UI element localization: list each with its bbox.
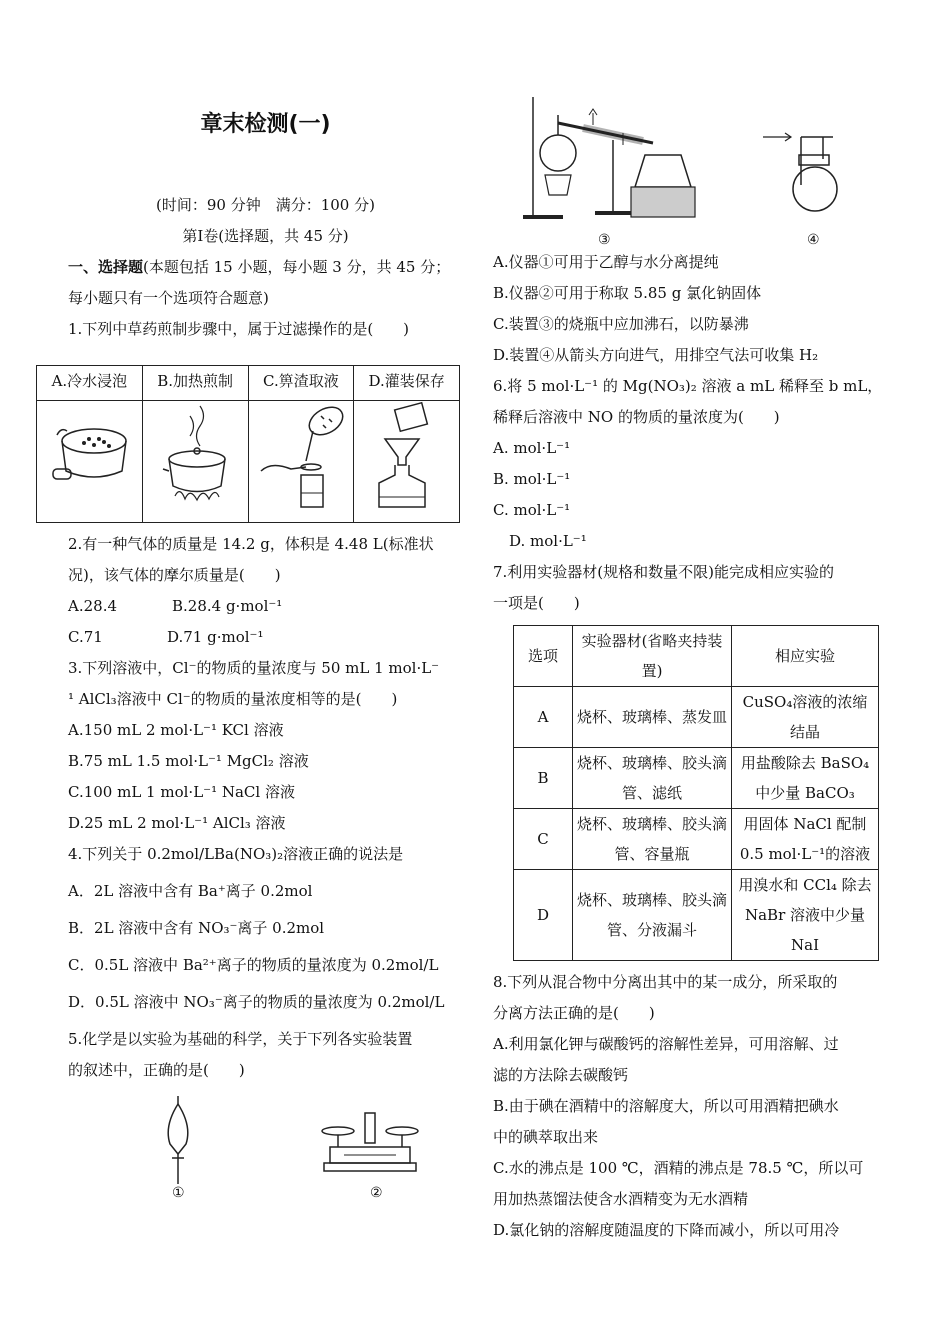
q8-stem-line1: 8.下列从混合物中分离出其中的某一成分，所采取的: [493, 973, 838, 991]
q8-option-c-line1: C.水的沸点是 100 ℃，酒精的沸点是 78.5 ℃，所以可: [493, 1159, 864, 1177]
q8-option-d-line1: D.氯化钠的溶解度随温度的下降而减小，所以可用冷: [493, 1221, 840, 1239]
part-one-heading: 第Ⅰ卷(选择题，共 45 分): [182, 227, 349, 245]
q7-header-option: 选项: [514, 626, 573, 687]
q6-stem-line2: 稀释后溶液中 NO 的物质的量浓度为( ): [493, 408, 780, 426]
section-one-desc: (本题包括 15 小题，每小题 3 分，共 45 分；: [143, 258, 451, 276]
q7-row-a-experiment: CuSO₄溶液的浓缩结晶: [732, 687, 879, 748]
soaking-pot-icon: [39, 401, 139, 511]
q7-row-c-equipment: 烧杯、玻璃棒、胶头滴管、容量瓶: [573, 809, 732, 870]
q2-option-a: A.28.4: [68, 597, 117, 615]
heating-pot-icon: [145, 401, 245, 511]
bottling-icon: [357, 401, 457, 511]
distillation-apparatus-icon: [523, 95, 703, 225]
q2-option-b: B.28.4 g·mol⁻¹: [172, 597, 283, 615]
q4-stem: 4.下列关于 0.2mol/LBa(NO₃)₂溶液正确的说法是: [68, 845, 404, 863]
q7-row-d-equipment: 烧杯、玻璃棒、胶头滴管、分液漏斗: [573, 870, 732, 961]
q2-options-cd: [68, 622, 463, 653]
q6-stem-line1: 6.将 5 mol·L⁻¹ 的 Mg(NO₃)₂ 溶液 a mL 稀释至 b mL，: [493, 377, 883, 395]
q5-option-c: C.装置③的烧瓶中应加沸石，以防暴沸: [493, 315, 749, 333]
q2-stem-line1: 2.有一种气体的质量是 14.2 g，体积是 4.48 L(标准状: [68, 535, 434, 553]
page-title: 章末检测(一): [200, 112, 331, 137]
q4-option-c: C．0.5L 溶液中 Ba²⁺离子的物质的量浓度为 0.2mol/L: [68, 956, 439, 974]
fig2-label: ②: [370, 1185, 383, 1201]
q7-row-b: [514, 748, 879, 809]
q8-option-b-line2: 中的碘萃取出来: [493, 1128, 599, 1146]
q8-option-a-line1: A.利用氯化钾与碳酸钙的溶解性差异，可用溶解、过: [493, 1035, 839, 1053]
fig4-label: ④: [807, 232, 820, 248]
q1-col-c: C.箅渣取液: [248, 366, 354, 401]
q3-stem-line1: 3.下列溶液中，Cl⁻的物质的量浓度与 50 mL 1 mol·L⁻: [68, 659, 440, 677]
q2-option-c: C.71: [68, 628, 103, 646]
right-column: [493, 95, 888, 1246]
left-column: [51, 100, 463, 1206]
q3-option-c: C.100 mL 1 mol·L⁻¹ NaCl 溶液: [68, 783, 295, 801]
q6-option-c: C. mol·L⁻¹: [493, 501, 571, 519]
q7-header-equipment: 实验器材(省略夹持装置): [573, 626, 732, 687]
q3-option-d: D.25 mL 2 mol·L⁻¹ AlCl₃ 溶液: [68, 814, 286, 832]
q7-header-experiment: 相应实验: [732, 626, 879, 687]
fig3-label: ③: [598, 232, 611, 248]
q5-figures-left: [68, 1086, 463, 1206]
q1-img-a: [37, 401, 143, 523]
q7-row-b-experiment: 用盐酸除去 BaSO₄中少量 BaCO₃: [732, 748, 879, 809]
q7-header-row: [514, 626, 879, 687]
q5-option-b: B.仪器②可用于称取 5.85 g 氯化钠固体: [493, 284, 762, 302]
q3-stem-line2: ¹ AlCl₃溶液中 Cl⁻的物质的量浓度相等的是( ): [68, 690, 398, 708]
q4-option-b: B．2L 溶液中含有 NO₃⁻离子 0.2mol: [68, 919, 325, 937]
q3-option-b: B.75 mL 1.5 mol·L⁻¹ MgCl₂ 溶液: [68, 752, 309, 770]
q6-option-a: A. mol·L⁻¹: [493, 439, 571, 457]
q2-option-d: D.71 g·mol⁻¹: [167, 628, 264, 646]
q1-img-c: [248, 401, 354, 523]
q7-row-c-option: C: [514, 809, 573, 870]
q4-option-a: A．2L 溶液中含有 Ba⁺离子 0.2mol: [68, 882, 313, 900]
q5-option-a: A.仪器①可用于乙醇与水分离提纯: [493, 253, 719, 271]
q1-options-table: [36, 365, 460, 523]
q4-option-d: D．0.5L 溶液中 NO₃⁻离子的物质的量浓度为 0.2mol/L: [68, 993, 445, 1011]
q7-row-b-equipment: 烧杯、玻璃棒、胶头滴管、滤纸: [573, 748, 732, 809]
q7-stem-line1: 7.利用实验器材(规格和数量不限)能完成相应实验的: [493, 563, 835, 581]
q6-option-d: D. mol·L⁻¹: [509, 532, 587, 550]
q5-option-d: D.装置④从箭头方向进气，用排空气法可收集 H₂: [493, 346, 819, 364]
section-one-line1: [68, 252, 463, 283]
q7-row-d: [514, 870, 879, 961]
q1-col-a: A.冷水浸泡: [37, 366, 143, 401]
q5-stem-line1: 5.化学是以实验为基础的科学，关于下列各实验装置: [68, 1030, 413, 1048]
q8-option-a-line2: 滤的方法除去碳酸钙: [493, 1066, 629, 1084]
q6-option-b: B. mol·L⁻¹: [493, 470, 571, 488]
straining-icon: [251, 401, 351, 511]
q1-img-d: [354, 401, 460, 523]
section-one-line2: 每小题只有一个选项符合题意): [68, 289, 269, 307]
q5-stem-line2: 的叙述中，正确的是( ): [68, 1061, 245, 1079]
fig1-label: ①: [172, 1185, 185, 1201]
q7-table: [513, 625, 879, 961]
q7-row-c-experiment: 用固体 NaCl 配制 0.5 mol·L⁻¹的溶液: [732, 809, 879, 870]
q8-stem-line2: 分离方法正确的是( ): [493, 1004, 655, 1022]
balance-icon: [320, 1111, 420, 1173]
exam-time-score: (时间：90 分钟 满分：100 分): [156, 196, 375, 214]
q7-row-a-equipment: 烧杯、玻璃棒、蒸发皿: [573, 687, 732, 748]
gas-collection-flask-icon: [763, 125, 863, 225]
q2-stem-line2: 况)，该气体的摩尔质量是( ): [68, 566, 281, 584]
q7-stem-line2: 一项是( ): [493, 594, 580, 612]
q7-row-a-option: A: [514, 687, 573, 748]
q7-row-d-experiment: 用溴水和 CCl₄ 除去 NaBr 溶液中少量 NaI: [732, 870, 879, 961]
section-one-heading: 一、选择题: [68, 258, 144, 276]
q1-col-b: B.加热煎制: [142, 366, 248, 401]
q1-img-b: [142, 401, 248, 523]
q7-row-d-option: D: [514, 870, 573, 961]
q8-option-c-line2: 用加热蒸馏法使含水酒精变为无水酒精: [493, 1190, 749, 1208]
q1-col-d: D.灌装保存: [354, 366, 460, 401]
q8-option-b-line1: B.由于碘在酒精中的溶解度大，所以可用酒精把碘水: [493, 1097, 839, 1115]
q3-option-a: A.150 mL 2 mol·L⁻¹ KCl 溶液: [68, 721, 284, 739]
q7-row-c: [514, 809, 879, 870]
separatory-funnel-icon: [158, 1096, 198, 1186]
q5-figures-right: [523, 95, 888, 247]
q1-stem: 1.下列中草药煎制步骤中，属于过滤操作的是( ): [68, 320, 410, 338]
q7-row-b-option: B: [514, 748, 573, 809]
q7-row-a: [514, 687, 879, 748]
q2-options-ab: [68, 591, 463, 622]
